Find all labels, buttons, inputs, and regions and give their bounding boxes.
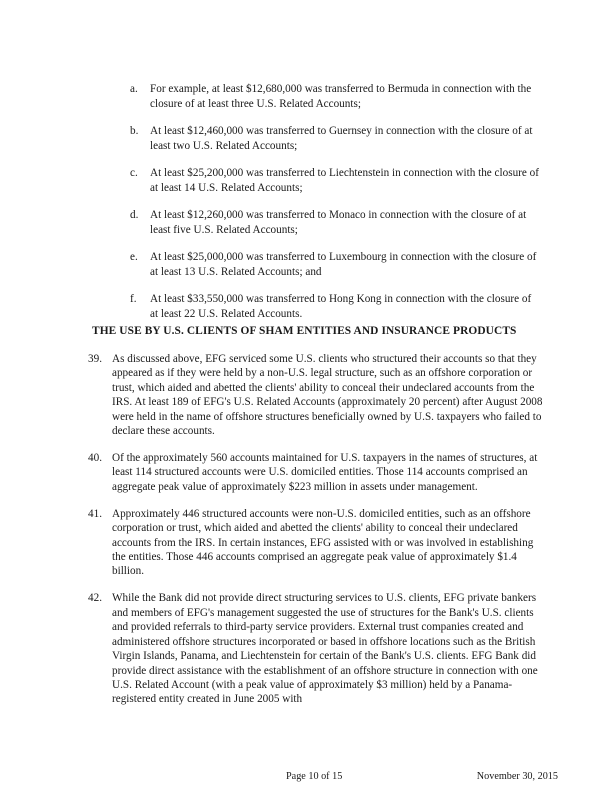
- list-item-text: At least $33,550,000 was transferred to Hong Kong in connection with the closure of at least 22 U.S. Related Accounts.: [150, 292, 532, 320]
- paragraph-text: Of the approximately 560 accounts maintained for U.S. taxpayers in the names of structures, at least 114 structured accounts were U.S. domiciled entities. Those 114 accounts comprised an aggregate peak value of approximately $223 million in assets under management.: [112, 452, 538, 493]
- list-marker: f.: [130, 292, 137, 305]
- paragraph-number: 42.: [88, 592, 102, 605]
- list-item-text: At least $12,460,000 was transferred to Guernsey in connection with the closure of at least two U.S. Related Accounts;: [150, 124, 533, 152]
- list-item: [130, 250, 540, 279]
- paragraph-number: 39.: [88, 353, 102, 365]
- list-marker: b.: [130, 124, 139, 137]
- transfer-sublist: [130, 82, 540, 334]
- list-item-text: At least $12,260,000 was transferred to Monaco in connection with the closure of at least five U.S. Related Accounts;: [150, 208, 527, 236]
- list-item: [130, 166, 540, 195]
- list-item: [130, 82, 540, 111]
- paragraph: [88, 591, 548, 706]
- paragraph: [88, 352, 548, 438]
- document-date: November 30, 2015: [476, 771, 558, 782]
- paragraph-text: While the Bank did not provide direct structuring services to U.S. clients, EFG private bankers and members of EFG's management suggested the use of structures for the Bank's U.S. clients and provided referrals to third-party service providers. External trust companies created and administered offshore structures incorporated or based in offshore locations such as the British Virgin Islands, Panama, and Liechtenstein for certain of the Bank's U.S. clients. EFG Bank did provide direct assistance with the establishment of an offshore structure in connection with one U.S. Related Account (with a peak value of approximately $3 million) held by a Panama-registered entity created in June 2005 with: [112, 592, 538, 706]
- list-item: [130, 292, 540, 321]
- list-item: [130, 124, 540, 153]
- list-marker: a.: [130, 83, 138, 95]
- paragraph-text: Approximately 446 structured accounts were non-U.S. domiciled entities, such as an offshore corporation or trust, which aided and abetted the clients' ability to conceal their undeclared accounts from the IRS. In certain instances, EFG assisted with or was involved in establishing the entities. Those 446 accounts comprised an aggregate peak value of approximately $1.4 billion.: [112, 507, 534, 578]
- section-heading: THE USE BY U.S. CLIENTS OF SHAM ENTITIES AND INSURANCE PRODUCTS: [92, 325, 517, 337]
- page-number: Page 10 of 15: [286, 771, 343, 782]
- paragraph: [88, 507, 548, 579]
- numbered-paragraphs: [88, 352, 548, 719]
- paragraph-text: As discussed above, EFG serviced some U.S. clients who structured their accounts so that they appeared as if they were held by a non-U.S. legal structure, such as an offshore corporation or trust, which aided and abetted the clients' ability to conceal their undeclared accounts from the IRS. At least 189 of EFG's U.S. Related Accounts (approximately 20 percent) after August 2008 were held in the name of offshore structures beneficially owned by U.S. taxpayers who failed to declare these accounts.: [112, 353, 543, 438]
- list-marker: c.: [130, 166, 138, 179]
- page-footer: [286, 771, 558, 782]
- list-item-text: For example, at least $12,680,000 was transferred to Bermuda in connection with the closure of at least three U.S. Related Accounts;: [150, 83, 532, 110]
- paragraph-number: 40.: [88, 452, 102, 465]
- paragraph: [88, 451, 548, 494]
- list-item-text: At least $25,200,000 was transferred to Liechtenstein in connection with the closure of at least 14 U.S. Related Accounts;: [150, 166, 539, 194]
- list-marker: e.: [130, 250, 138, 263]
- paragraph-number: 41.: [88, 507, 102, 520]
- list-item-text: At least $25,000,000 was transferred to Luxembourg in connection with the closure of at least 13 U.S. Related Accounts; and: [150, 250, 537, 278]
- list-item: [130, 208, 540, 237]
- list-marker: d.: [130, 208, 139, 221]
